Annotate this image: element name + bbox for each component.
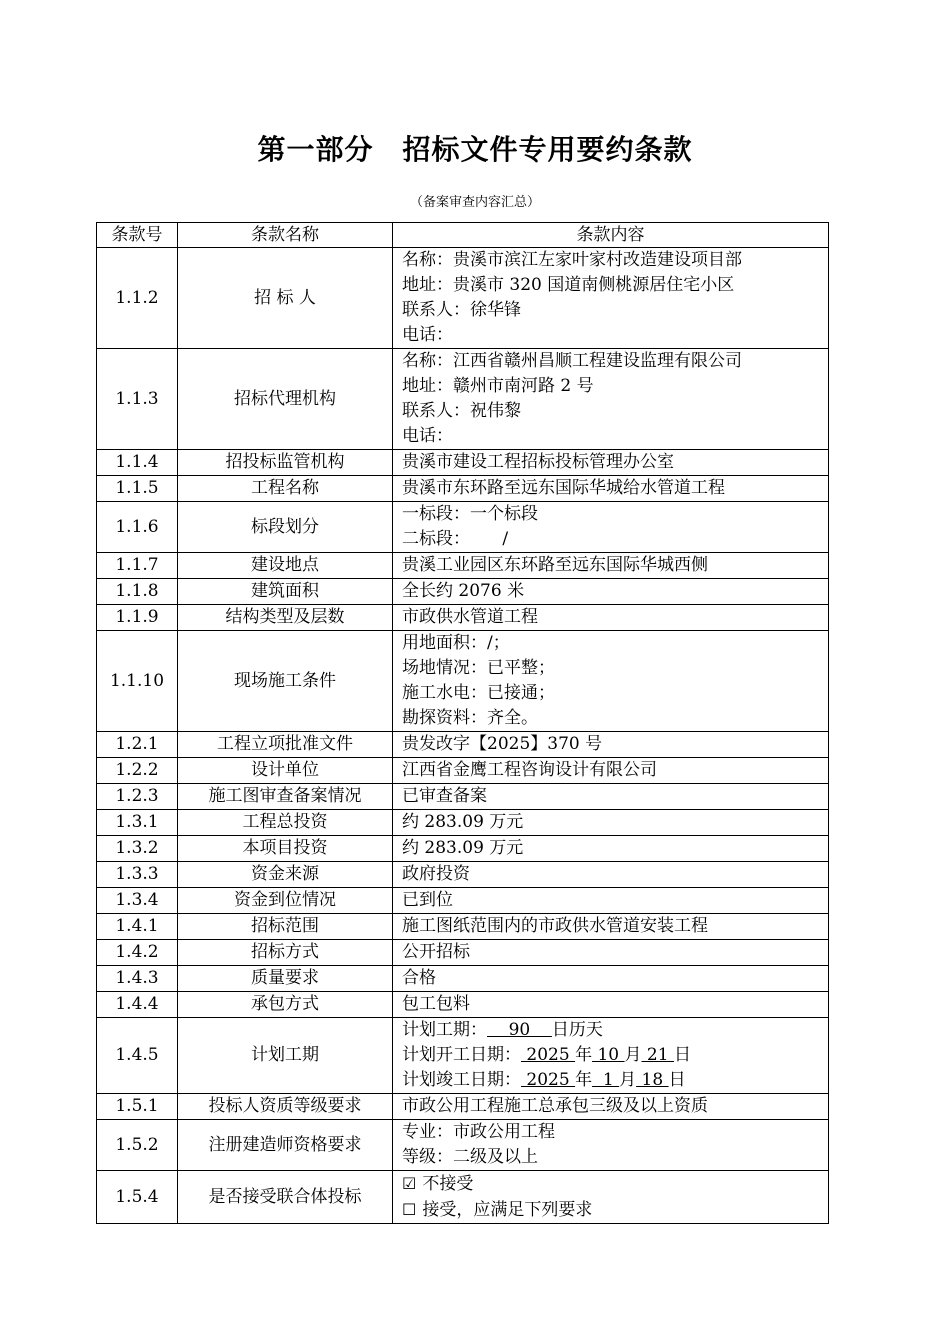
content-line: 市政公用工程施工总承包三级及以上资质 [402,1096,708,1116]
unchecked-box-icon: ☐ [402,1200,417,1219]
content-line: 一标段：一个标段 [402,504,538,524]
month-unit: 月 [619,1070,637,1090]
content-line: 贵溪市东环路至远东国际华城给水管道工程 [402,478,725,498]
clause-number: 1.1.6 [97,502,178,553]
content-line: 合格 [402,968,436,988]
header-clause-no: 条款号 [97,223,178,248]
table-row [97,605,829,631]
clause-content [393,631,829,732]
clause-number: 1.1.7 [97,553,178,579]
clause-content [393,758,829,784]
clause-name: 计划工期 [178,1018,393,1094]
table-body [97,248,829,1224]
content-line: 地址：贵溪市 320 国道南侧桃源居住宅小区 [402,275,735,295]
clause-number: 1.4.1 [97,914,178,940]
clause-number: 1.2.2 [97,758,178,784]
content-line: 全长约 2076 米 [402,581,525,601]
start-day: 21 [641,1045,674,1065]
clause-number: 1.1.5 [97,476,178,502]
clause-name: 本项目投资 [178,836,393,862]
clause-name: 设计单位 [178,758,393,784]
clause-name: 招标方式 [178,940,393,966]
table-row [97,810,829,836]
duration-label: 计划工期： [402,1020,487,1040]
clause-content [393,810,829,836]
table-row [97,888,829,914]
day-unit: 日 [668,1070,686,1090]
duration-line [402,1018,828,1043]
table-row [97,914,829,940]
content-line: 勘探资料：齐全。 [402,708,538,728]
table-row [97,836,829,862]
clause-content [393,836,829,862]
end-year: 2025 [521,1070,576,1090]
header-clause-content: 条款内容 [393,223,829,248]
table-row [97,631,829,732]
clause-number: 1.4.4 [97,992,178,1018]
table-row [97,732,829,758]
clause-name: 现场施工条件 [178,631,393,732]
start-date-line [402,1043,828,1068]
option-not-accept [402,1171,828,1197]
clause-number: 1.5.2 [97,1120,178,1171]
clause-number: 1.1.2 [97,248,178,349]
content-line: 约 283.09 万元 [402,812,524,832]
content-line: 市政供水管道工程 [402,607,538,627]
content-line: 贵溪市建设工程招标投标管理办公室 [402,452,674,472]
checked-box-icon: ☑ [402,1174,417,1193]
table-row [97,579,829,605]
clause-number: 1.1.10 [97,631,178,732]
clause-content [393,248,829,349]
clause-number: 1.4.2 [97,940,178,966]
start-date-label: 计划开工日期： [402,1045,521,1065]
clause-name: 标段划分 [178,502,393,553]
table-row [97,940,829,966]
option-label: 不接受 [422,1174,474,1194]
content-line: 施工水电：已接通； [402,683,555,703]
start-month: 10 [592,1045,625,1065]
clause-content [393,862,829,888]
clause-number: 1.2.3 [97,784,178,810]
content-line: 包工包料 [402,994,470,1014]
table-row [97,349,829,450]
table-row [97,992,829,1018]
option-label: 接受，应满足下列要求 [422,1200,593,1220]
content-line: 等级：二级及以上 [402,1147,538,1167]
table-row [97,1094,829,1120]
clause-number: 1.3.2 [97,836,178,862]
content-line: 政府投资 [402,864,470,884]
table-row-schedule [97,1018,829,1094]
table-row [97,450,829,476]
content-line: 电话： [402,426,453,446]
content-line: 联系人：祝伟黎 [402,401,521,421]
clause-content [393,1120,829,1171]
month-unit: 月 [624,1045,642,1065]
content-line: 已审查备案 [402,786,487,806]
table-row [97,784,829,810]
clause-content [393,732,829,758]
clause-number: 1.1.8 [97,579,178,605]
content-line: 电话： [402,325,453,345]
year-unit: 年 [575,1045,593,1065]
clause-name: 资金来源 [178,862,393,888]
clause-content [393,605,829,631]
end-date-line [402,1068,828,1093]
year-unit: 年 [575,1070,593,1090]
content-line: 二标段： / [402,529,509,549]
table-header-row [97,223,829,248]
clause-name: 工程名称 [178,476,393,502]
clause-content [393,784,829,810]
clause-name: 施工图审查备案情况 [178,784,393,810]
end-date-label: 计划竣工日期： [402,1070,521,1090]
page-title: 第一部分 招标文件专用要约条款 [257,133,693,166]
table-row [97,966,829,992]
clause-name: 结构类型及层数 [178,605,393,631]
clause-number: 1.3.4 [97,888,178,914]
clause-name: 建筑面积 [178,579,393,605]
clause-name: 建设地点 [178,553,393,579]
clause-content [393,553,829,579]
header-clause-name: 条款名称 [178,223,393,248]
clauses-table [96,222,829,1224]
page-subtitle: （备案审查内容汇总） [409,195,540,210]
clause-name: 工程总投资 [178,810,393,836]
clause-content [393,966,829,992]
content-line: 已到位 [402,890,453,910]
clause-number: 1.5.1 [97,1094,178,1120]
option-accept [402,1197,828,1223]
clause-content [393,940,829,966]
clause-number: 1.1.3 [97,349,178,450]
clause-name: 承包方式 [178,992,393,1018]
clause-number: 1.1.4 [97,450,178,476]
duration-value: 90 [487,1020,552,1040]
clause-content [393,476,829,502]
table-row [97,476,829,502]
clause-name: 招标范围 [178,914,393,940]
content-line: 贵溪工业园区东环路至远东国际华城西侧 [402,555,708,575]
clause-number: 1.4.3 [97,966,178,992]
clause-name: 资金到位情况 [178,888,393,914]
content-line: 贵发改字【2025】370 号 [402,734,603,754]
clause-name: 是否接受联合体投标 [178,1171,393,1224]
content-line: 场地情况：已平整； [402,658,555,678]
table-row [97,502,829,553]
clause-number: 1.4.5 [97,1018,178,1094]
content-line: 公开招标 [402,942,470,962]
content-line: 地址：赣州市南河路 2 号 [402,376,594,396]
clause-content [393,349,829,450]
clause-content [393,1171,829,1224]
content-line: 约 283.09 万元 [402,838,524,858]
content-line: 施工图纸范围内的市政供水管道安装工程 [402,916,708,936]
duration-unit: 日历天 [551,1020,603,1040]
clause-content [393,992,829,1018]
clause-content [393,914,829,940]
start-year: 2025 [521,1045,576,1065]
clause-name: 招 标 人 [178,248,393,349]
table-row [97,758,829,784]
clause-number: 1.5.4 [97,1171,178,1224]
clause-content [393,1094,829,1120]
content-line: 用地面积：/； [402,633,510,653]
end-day: 18 [636,1070,669,1090]
clause-name: 招投标监管机构 [178,450,393,476]
clause-name: 招标代理机构 [178,349,393,450]
clause-content [393,450,829,476]
clause-content [393,1018,829,1094]
table-row [97,248,829,349]
table-row [97,1120,829,1171]
clause-content [393,888,829,914]
content-line: 江西省金鹰工程咨询设计有限公司 [402,760,657,780]
table-row [97,862,829,888]
content-line: 名称：江西省赣州昌顺工程建设监理有限公司 [402,351,742,371]
end-month: 1 [592,1070,620,1090]
table-row [97,553,829,579]
clause-name: 注册建造师资格要求 [178,1120,393,1171]
table-row-consortium [97,1171,829,1224]
clause-number: 1.3.3 [97,862,178,888]
clause-name: 质量要求 [178,966,393,992]
clause-name: 投标人资质等级要求 [178,1094,393,1120]
clause-number: 1.3.1 [97,810,178,836]
content-line: 专业：市政公用工程 [402,1122,555,1142]
day-unit: 日 [673,1045,691,1065]
clause-name: 工程立项批准文件 [178,732,393,758]
clause-content [393,579,829,605]
clause-number: 1.2.1 [97,732,178,758]
content-line: 联系人：徐华锋 [402,300,521,320]
clause-content [393,502,829,553]
clause-number: 1.1.9 [97,605,178,631]
content-line: 名称：贵溪市滨江左家叶家村改造建设项目部 [402,250,742,270]
